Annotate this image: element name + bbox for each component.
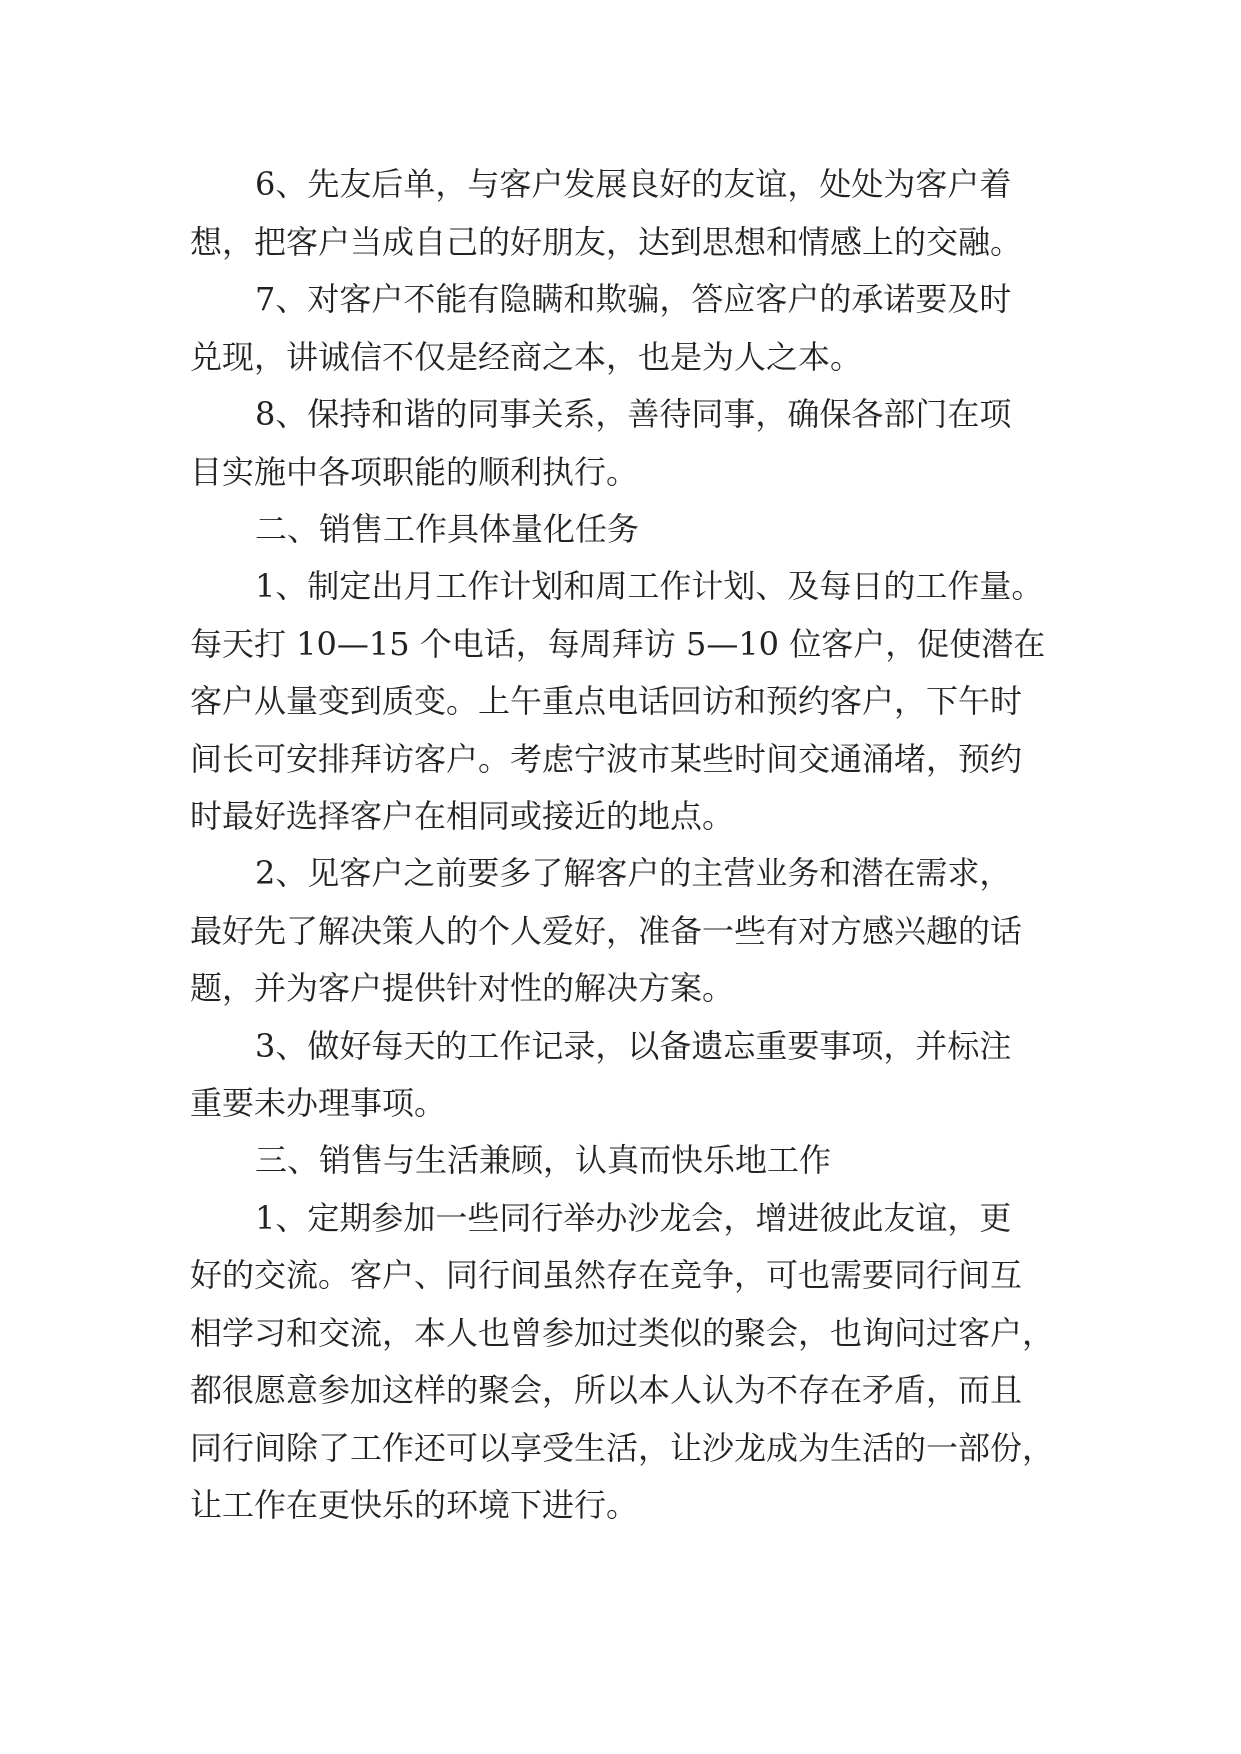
text-line: 1、制定出月工作计划和周工作计划、及每日的工作量。 <box>255 567 1044 605</box>
text-line: 让工作在更快乐的环境下进行。 <box>190 1486 639 1524</box>
text-line: 6、先友后单，与客户发展良好的友谊，处处为客户着 <box>255 165 1012 203</box>
text-line: 都很愿意参加这样的聚会，所以本人认为不存在矛盾，而且 <box>190 1371 1023 1409</box>
text-line: 7、对客户不能有隐瞒和欺骗，答应客户的承诺要及时 <box>255 280 1012 318</box>
text-line: 客户从量变到质变。上午重点电话回访和预约客户，下午时 <box>190 682 1023 720</box>
text-line: 每天打 10—15 个电话，每周拜访 5—10 位客户，促使潜在 <box>190 625 1046 663</box>
text-line: 想，把客户当成自己的好朋友，达到思想和情感上的交融。 <box>190 223 1023 261</box>
text-line: 同行间除了工作还可以享受生活，让沙龙成为生活的一部份， <box>190 1429 1055 1467</box>
text-line: 相学习和交流，本人也曾参加过类似的聚会，也询问过客户， <box>190 1314 1055 1352</box>
section-heading: 三、销售与生活兼顾，认真而快乐地工作 <box>255 1141 832 1179</box>
text-line: 兑现，讲诚信不仅是经商之本，也是为人之本。 <box>190 338 863 376</box>
text-line: 间长可安排拜访客户。考虑宁波市某些时间交通涌堵，预约 <box>190 740 1023 778</box>
text-line: 1、定期参加一些同行举办沙龙会，增进彼此友谊，更 <box>255 1199 1012 1237</box>
text-line: 2、见客户之前要多了解客户的主营业务和潜在需求， <box>255 854 1012 892</box>
section-heading: 二、销售工作具体量化任务 <box>255 510 640 548</box>
text-line: 最好先了解决策人的个人爱好，准备一些有对方感兴趣的话 <box>190 912 1023 950</box>
text-line: 重要未办理事项。 <box>190 1084 447 1122</box>
text-line: 3、做好每天的工作记录，以备遗忘重要事项，并标注 <box>255 1027 1012 1065</box>
text-line: 时最好选择客户在相同或接近的地点。 <box>190 797 735 835</box>
text-line: 8、保持和谐的同事关系，善待同事，确保各部门在项 <box>255 395 1012 433</box>
text-line: 目实施中各项职能的顺利执行。 <box>190 453 639 491</box>
text-line: 好的交流。客户、同行间虽然存在竞争，可也需要同行间互 <box>190 1256 1023 1294</box>
text-line: 题，并为客户提供针对性的解决方案。 <box>190 969 735 1007</box>
